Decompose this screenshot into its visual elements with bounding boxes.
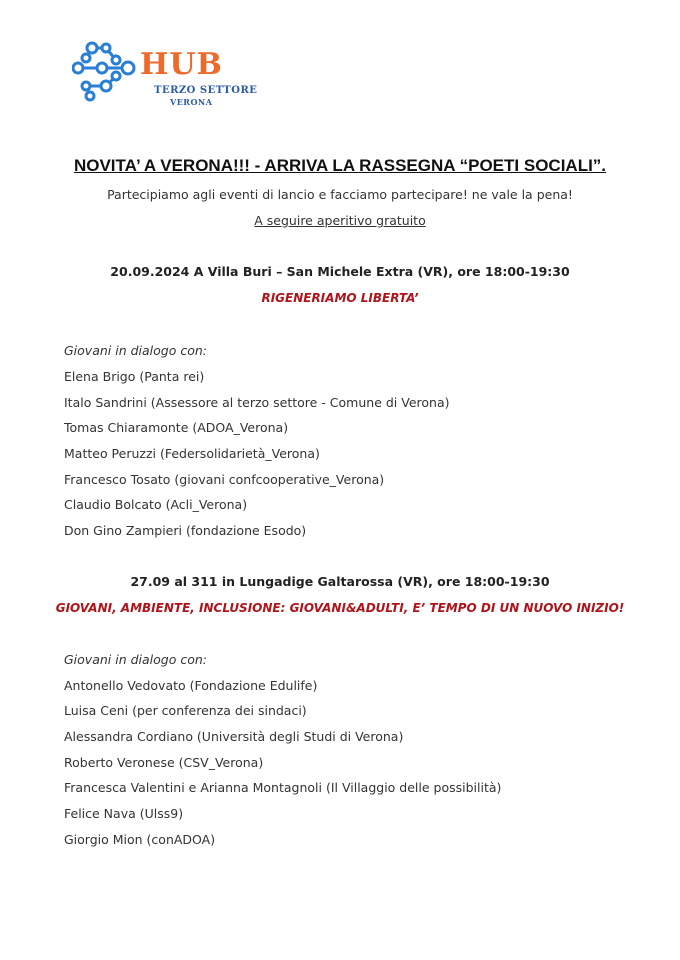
subtitle: Partecipiamo agli eventi di lancio e facciamo partecipare! ne vale la pena! — [107, 187, 573, 202]
list-item: Elena Brigo (Panta rei) — [64, 369, 205, 384]
list-item: Giorgio Mion (conADOA) — [64, 832, 216, 847]
event-1-date-place: 20.09.2024 A Villa Buri – San Michele Extra (VR), ore 18:00-19:30 — [110, 264, 570, 279]
event-2-intro: Giovani in dialogo con: — [64, 652, 207, 667]
event-2-title: GIOVANI, AMBIENTE, INCLUSIONE: GIOVANI&ADULTI, E’ TEMPO DI UN NUOVO INIZIO! — [55, 601, 625, 615]
list-item: Luisa Ceni (per conferenza dei sindaci) — [64, 703, 307, 718]
logo-hub-text: HUB — [140, 47, 223, 82]
event-2-date-place: 27.09 al 311 in Lungadige Galtarossa (VR), ore 18:00-19:30 — [130, 574, 550, 589]
event-1-title: RIGENERIAMO LIBERTA’ — [261, 291, 419, 305]
logo-verona-text: VERONA — [170, 97, 213, 107]
hub-logo — [72, 40, 258, 108]
list-item: Matteo Peruzzi (Federsolidarietà_Verona) — [64, 446, 320, 461]
list-item: Francesca Valentini e Arianna Montagnoli (Il Villaggio delle possibilità) — [64, 780, 502, 795]
list-item: Claudio Bolcato (Acli_Verona) — [64, 497, 248, 512]
logo-terzo-settore-text: TERZO SETTORE — [154, 85, 258, 96]
list-item: Alessandra Cordiano (Università degli Studi di Verona) — [64, 729, 404, 744]
aperitivo-note: A seguire aperitivo gratuito — [254, 213, 426, 228]
list-item: Roberto Veronese (CSV_Verona) — [64, 755, 264, 770]
list-item: Francesco Tosato (giovani confcooperative_Verona) — [64, 472, 385, 487]
list-item: Italo Sandrini (Assessore al terzo settore - Comune di Verona) — [64, 395, 450, 410]
list-item: Antonello Vedovato (Fondazione Edulife) — [64, 678, 318, 693]
list-item: Felice Nava (Ulss9) — [64, 806, 184, 821]
network-nodes-icon — [72, 40, 142, 102]
event-1-intro: Giovani in dialogo con: — [64, 343, 207, 358]
list-item: Tomas Chiaramonte (ADOA_Verona) — [64, 420, 289, 435]
list-item: Don Gino Zampieri (fondazione Esodo) — [64, 523, 307, 538]
page-title: NOVITA’ A VERONA!!! - ARRIVA LA RASSEGNA “POETI SOCIALI”. — [73, 156, 607, 175]
